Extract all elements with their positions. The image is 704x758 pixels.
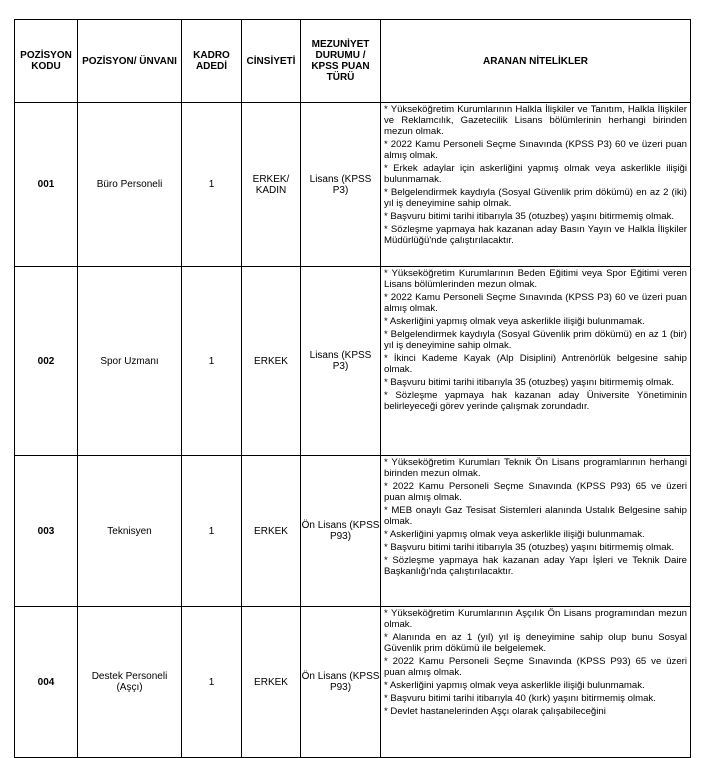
education-kpss: Lisans (KPSS P3) xyxy=(301,267,381,456)
requirements-cell xyxy=(381,103,691,267)
header-gender: CİNSİYETİ xyxy=(242,20,301,103)
requirement-item: * 2022 Kamu Personeli Seçme Sınavında (KPSS P93) 65 ve üzeri puan almış olmak. xyxy=(384,656,687,678)
table-row xyxy=(15,103,691,267)
requirement-item: * 2022 Kamu Personeli Seçme Sınavında (KPSS P93) 65 ve üzeri puan almış olmak. xyxy=(384,481,687,503)
gender: ERKEK xyxy=(242,267,301,456)
requirement-item: * MEB onaylı Gaz Tesisat Sistemleri alanında Ustalık Belgesine sahip olmak. xyxy=(384,505,687,527)
education-kpss: Ön Lisans (KPSS P93) xyxy=(301,607,381,758)
requirement-item: * 2022 Kamu Personeli Seçme Sınavında (KPSS P3) 60 ve üzeri puan almış olmak. xyxy=(384,292,687,314)
requirement-item: * İkinci Kademe Kayak (Alp Disiplini) Antrenörlük belgesine sahip olmak. xyxy=(384,353,687,375)
requirement-item: * Başvuru bitimi tarihi itibarıyla 35 (otuzbeş) yaşını bitirmemiş olmak. xyxy=(384,542,675,553)
requirement-item: * Yükseköğretim Kurumlarının Aşçılık Ön Lisans programından mezun olmak. xyxy=(384,608,687,630)
table-row xyxy=(15,607,691,758)
gender: ERKEK xyxy=(242,607,301,758)
position-title: Teknisyen xyxy=(78,456,182,607)
requirement-item: * Yükseköğretim Kurumlarının Beden Eğitimi veya Spor Eğitimi veren Lisans bölümlerinden mezun olmak. xyxy=(384,268,687,290)
requirement-item: * Alanında en az 1 (yıl) yıl iş deneyimine sahip olup bunu Sosyal Güvenlik prim dökümü ile belgelemek. xyxy=(384,632,687,654)
requirements-cell xyxy=(381,456,691,607)
requirement-item: * Yükseköğretim Kurumlarının Halkla İlişkiler ve Tanıtım, Halkla İlişkiler ve Reklamcılık, Gazetecilik Lisans bölümlerinin herhangi birinden mezun olmak. xyxy=(384,104,687,137)
header-position: POZİSYON/ ÜNVANI xyxy=(78,20,182,103)
position-title: Spor Uzmanı xyxy=(78,267,182,456)
quota-count: 1 xyxy=(182,103,242,267)
requirement-item: * Askerliğini yapmış olmak veya askerlikle ilişiği bulunmamak. xyxy=(384,316,645,327)
quota-count: 1 xyxy=(182,267,242,456)
requirement-item: * Askerliğini yapmış olmak veya askerlikle ilişiği bulunmamak. xyxy=(384,680,645,691)
requirement-item: * Belgelendirmek kaydıyla (Sosyal Güvenlik prim dökümü) en az 2 (iki) yıl iş deneyimine sahip olmak. xyxy=(384,187,687,209)
requirement-item: * Askerliğini yapmış olmak veya askerlikle ilişiği bulunmamak. xyxy=(384,529,645,540)
position-code: 001 xyxy=(15,103,78,267)
table-row xyxy=(15,456,691,607)
header-row xyxy=(15,20,691,103)
header-code: POZİSYON KODU xyxy=(15,20,78,103)
requirement-item: * Yükseköğretim Kurumları Teknik Ön Lisans programlarının herhangi birinden mezun olmak. xyxy=(384,457,687,479)
quota-count: 1 xyxy=(182,456,242,607)
requirement-item: * Devlet hastanelerinden Aşçı olarak çalışabileceğini xyxy=(384,706,606,717)
position-code: 003 xyxy=(15,456,78,607)
header-quota: KADRO ADEDİ xyxy=(182,20,242,103)
table-row xyxy=(15,267,691,456)
requirement-item: * Sözleşme yapmaya hak kazanan aday Yapı İşleri ve Teknik Daire Başkanlığı'nda çalıştırılacaktır. xyxy=(384,555,687,577)
position-title: Büro Personeli xyxy=(78,103,182,267)
requirement-item: * Sözleşme yapmaya hak kazanan aday Üniversite Yönetiminin belirleyeceği görev yerinde çalışmak zorundadır. xyxy=(384,390,687,412)
job-positions-table xyxy=(14,19,691,758)
requirement-item: * Başvuru bitimi tarihi itibarıyla 35 (otuzbeş) yaşını bitirmemiş olmak. xyxy=(384,377,675,388)
header-education: MEZUNİYET DURUMU / KPSS PUAN TÜRÜ xyxy=(301,20,381,103)
requirement-item: * Sözleşme yapmaya hak kazanan aday Basın Yayın ve Halkla İlişkiler Müdürlüğü'nde çalıştırılacaktır. xyxy=(384,224,687,246)
requirement-item: * Başvuru bitimi tarihi itibarıyla 35 (otuzbeş) yaşını bitirmemiş olmak. xyxy=(384,211,675,222)
education-kpss: Ön Lisans (KPSS P93) xyxy=(301,456,381,607)
position-title: Destek Personeli (Aşçı) xyxy=(78,607,182,758)
gender: ERKEK/ KADIN xyxy=(242,103,301,267)
education-kpss: Lisans (KPSS P3) xyxy=(301,103,381,267)
requirement-item: * Belgelendirmek kaydıyla (Sosyal Güvenlik prim dökümü) en az 1 (bir) yıl iş deneyimine sahip olmak. xyxy=(384,329,687,351)
position-code: 002 xyxy=(15,267,78,456)
requirement-item: * 2022 Kamu Personeli Seçme Sınavında (KPSS P3) 60 ve üzeri puan almış olmak. xyxy=(384,139,687,161)
requirement-item: * Başvuru bitimi tarihi itibarıyla 40 (kırk) yaşını bitirmemiş olmak. xyxy=(384,693,656,704)
requirements-cell xyxy=(381,267,691,456)
quota-count: 1 xyxy=(182,607,242,758)
gender: ERKEK xyxy=(242,456,301,607)
requirement-item: * Erkek adaylar için askerliğini yapmış olmak veya askerlikle ilişiği bulunmamak. xyxy=(384,163,687,185)
header-requirements: ARANAN NİTELİKLER xyxy=(381,20,691,103)
position-code: 004 xyxy=(15,607,78,758)
requirements-cell xyxy=(381,607,691,758)
job-positions-table-wrapper xyxy=(14,19,690,758)
